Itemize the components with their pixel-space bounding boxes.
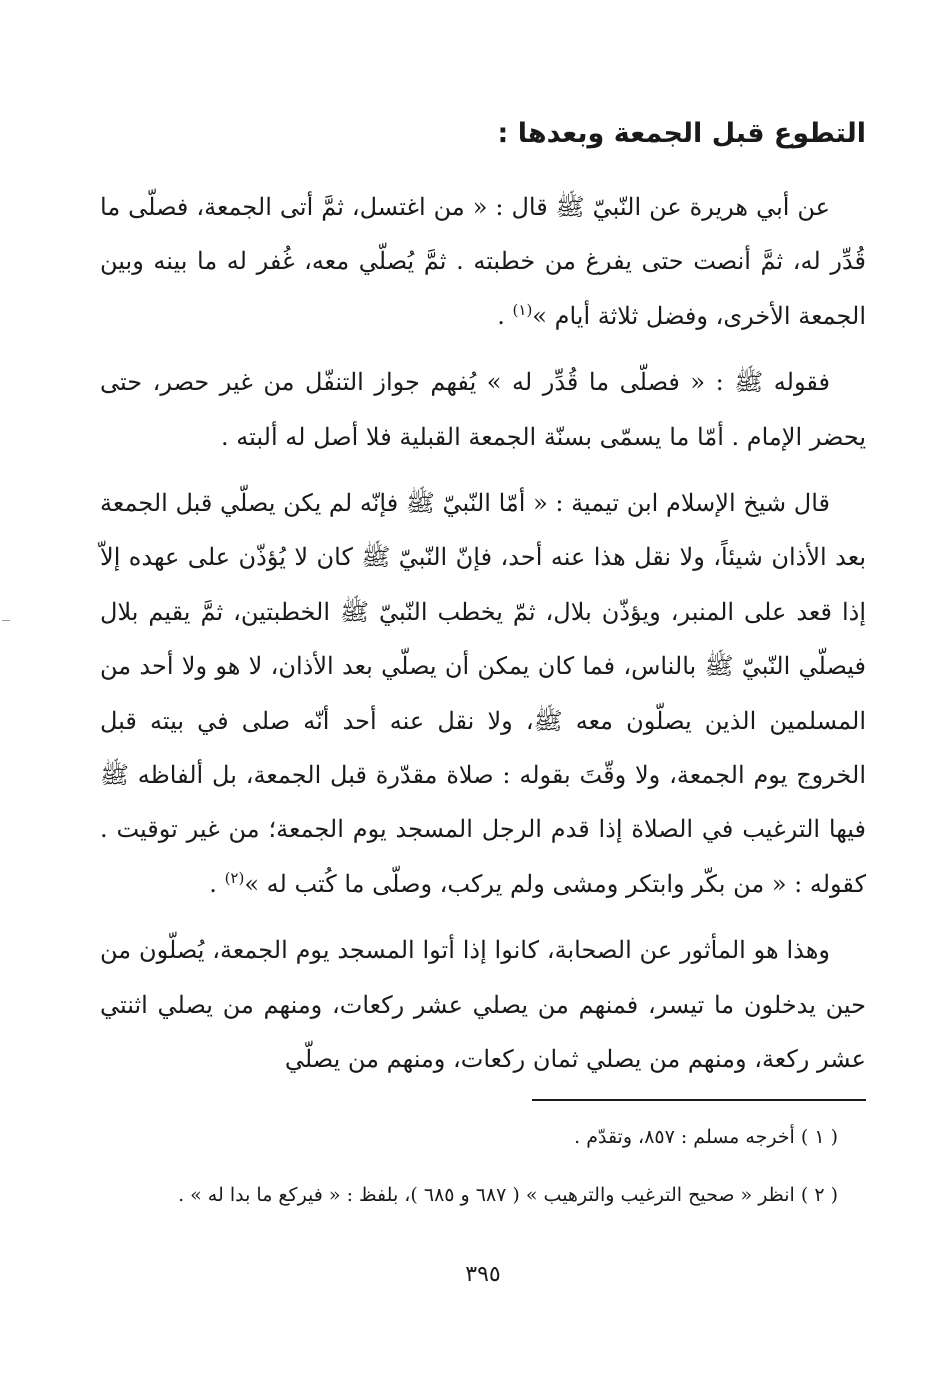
scan-edge-mark [2, 620, 10, 621]
footnote-2: ( ٢ ) انظر « صحيح الترغيب والترهيب » ( ٦٨٧ و ٦٨٥ )، بلفظ : « فيركع ما بدا له » . [178, 1184, 838, 1206]
paragraph-tail: . [497, 301, 513, 330]
paragraph-text: عن أبي هريرة عن النّبيّ ﷺ قال : « من اغتسل، ثمَّ أتى الجمعة، فصلّى ما قُدِّر له، ثمَّ أنصت حتى يفرغ من خطبته . ثمَّ يُصلّي معه، غُفر له ما بينه وبين الجمعة الأخرى، وفضل ثلاثة أيام » [100, 193, 866, 330]
paragraph-3 [100, 476, 866, 911]
footnote-divider [532, 1099, 866, 1101]
footnote-1: ( ١ ) أخرجه مسلم : ٨٥٧، وتقدّم . [574, 1126, 838, 1148]
footnote-ref-2[interactable]: (٢) [224, 868, 245, 887]
paragraph-text: وهذا هو المأثور عن الصحابة، كانوا إذا أتوا المسجد يوم الجمعة، يُصلّون من حين يدخلون ما تيسر، فمنهم من يصلي عشر ركعات، ومنهم من يصلي اثنتي عشر ركعة، ومنهم من يصلي ثمان ركعات، ومنهم من يصلّي [100, 936, 866, 1074]
paragraph-text: قال شيخ الإسلام ابن تيمية : « أمّا النّبيّ ﷺ فإنّه لم يكن يصلّي قبل الجمعة بعد الأذان شيئاً، ولا نقل هذا عنه أحد، فإنّ النّبيّ ﷺ كان لا يُؤذّن على عهده إلاّ إذا قعد على المنبر، ويؤذّن بلال، ثمّ يخطب النّبيّ ﷺ الخطبتين، ثمَّ يقيم بلال فيصلّي النّبيّ ﷺ بالناس، فما كان يمكن أن يصلّي بعد الأذان، لا هو ولا أحد من المسلمين الذين يصلّون معه ﷺ، ولا نقل عنه أحد أنّه صلى في بيته قبل الخروج يوم الجمعة، ولا وقّتَ بقوله : صلاة مقدّرة قبل الجمعة، بل ألفاظه ﷺ فيها الترغيب في الصلاة إذا قدم الرجل المسجد يوم الجمعة؛ من غير توقيت . كقوله : « من بكّر وابتكر ومشى ولم يركب، وصلّى ما كُتب له » [100, 489, 867, 898]
paragraph-4 [100, 923, 866, 1086]
book-page [100, 0, 866, 1377]
paragraph-tail: . [209, 869, 225, 898]
footnotes [100, 1118, 866, 1234]
paragraph-1 [100, 180, 866, 343]
page-number: ٣٩٥ [465, 1262, 501, 1287]
footnote-ref-1[interactable]: (١) [512, 300, 533, 319]
body-text [100, 180, 866, 1099]
paragraph-2 [100, 355, 866, 464]
section-heading: التطوع قبل الجمعة وبعدها : [497, 118, 866, 149]
paragraph-text: فقوله ﷺ : « فصلّى ما قُدِّر له » يُفهم جواز التنفّل من غير حصر، حتى يحضر الإمام . أمّا ما يسمّى بسنّة الجمعة القبلية فلا أصل له ألبته . [100, 368, 866, 451]
